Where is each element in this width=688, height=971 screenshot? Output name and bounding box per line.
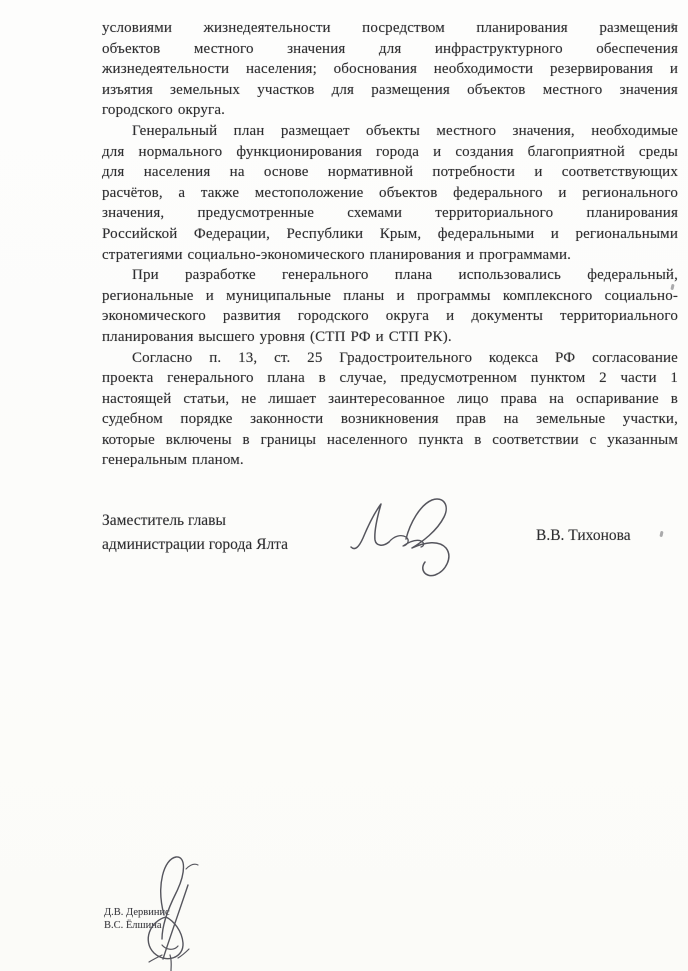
text-line: изъятия земельных участков для размещения объектов местного значения bbox=[102, 81, 678, 98]
approval-name-2: В.С. Ёлшина bbox=[104, 920, 162, 931]
paragraph-3 bbox=[102, 265, 678, 347]
paragraph-4 bbox=[102, 348, 678, 472]
text-line: для населения на основе нормативной потребности и соответствующих bbox=[102, 164, 678, 181]
text-line: Генеральный план размещает объекты местного значения, необходимые bbox=[132, 122, 678, 139]
text-line: региональные и муниципальные планы и программы комплексного социально- bbox=[102, 287, 678, 304]
text-line: генеральным планом. bbox=[102, 452, 244, 469]
text-line: городского округа. bbox=[102, 102, 226, 119]
text-line: жизнедеятельности населения; обоснования необходимости резервирования и bbox=[102, 61, 678, 78]
text-line: значения, предусмотренные схемами территориального планирования bbox=[102, 205, 678, 222]
paragraph-1 bbox=[102, 18, 678, 121]
text-line: судебном порядке законности возникновения прав на земельные участки, bbox=[102, 411, 678, 428]
text-line: расчётов, а также местоположение объектов федерального и регионального bbox=[102, 184, 678, 201]
text-line: которые включены в границы населенного пункта в соответствии с указанным bbox=[102, 431, 678, 448]
signer-position-line1: Заместитель главы bbox=[102, 512, 226, 529]
text-line: планирования высшего уровня (СТП РФ и СТП РК). bbox=[102, 328, 452, 345]
scan-artifact bbox=[659, 531, 663, 537]
signer-position-line2: администрации города Ялта bbox=[102, 535, 289, 553]
text-line: При разработке генерального плана использовались федеральный, bbox=[132, 267, 678, 284]
text-line: Российской Федерации, Республики Крым, федеральными и региональными bbox=[102, 225, 678, 242]
text-line: для нормального функционирования города и создания благоприятной среды bbox=[102, 143, 678, 160]
text-line: Согласно п. 13, ст. 25 Градостроительного кодекса РФ согласование bbox=[132, 349, 678, 366]
paragraph-2 bbox=[102, 121, 678, 265]
handwritten-initials-scrawl-icon bbox=[128, 851, 220, 971]
text-line: настоящей статьи, не лишает заинтересованное лицо права на оспаривание в bbox=[102, 390, 678, 407]
text-line: экономического развития городского округа и документы территориального bbox=[102, 308, 678, 325]
text-line: условиями жизнедеятельности посредством планирования размещения bbox=[102, 20, 678, 36]
signer-position bbox=[102, 509, 288, 556]
text-line: стратегиями социально-экономического планирования и программами. bbox=[102, 246, 572, 263]
text-line: объектов местного значения для инфраструктурного обеспечения bbox=[102, 40, 678, 57]
signer-name: В.В. Тихонова bbox=[536, 527, 631, 544]
text-line: проекта генерального плана в случае, предусмотренном пунктом 2 части 1 bbox=[102, 370, 678, 387]
handwritten-signature-icon bbox=[348, 495, 466, 581]
document-body bbox=[102, 18, 678, 471]
approval-name-1: Д.В. Дервинис bbox=[104, 907, 170, 918]
